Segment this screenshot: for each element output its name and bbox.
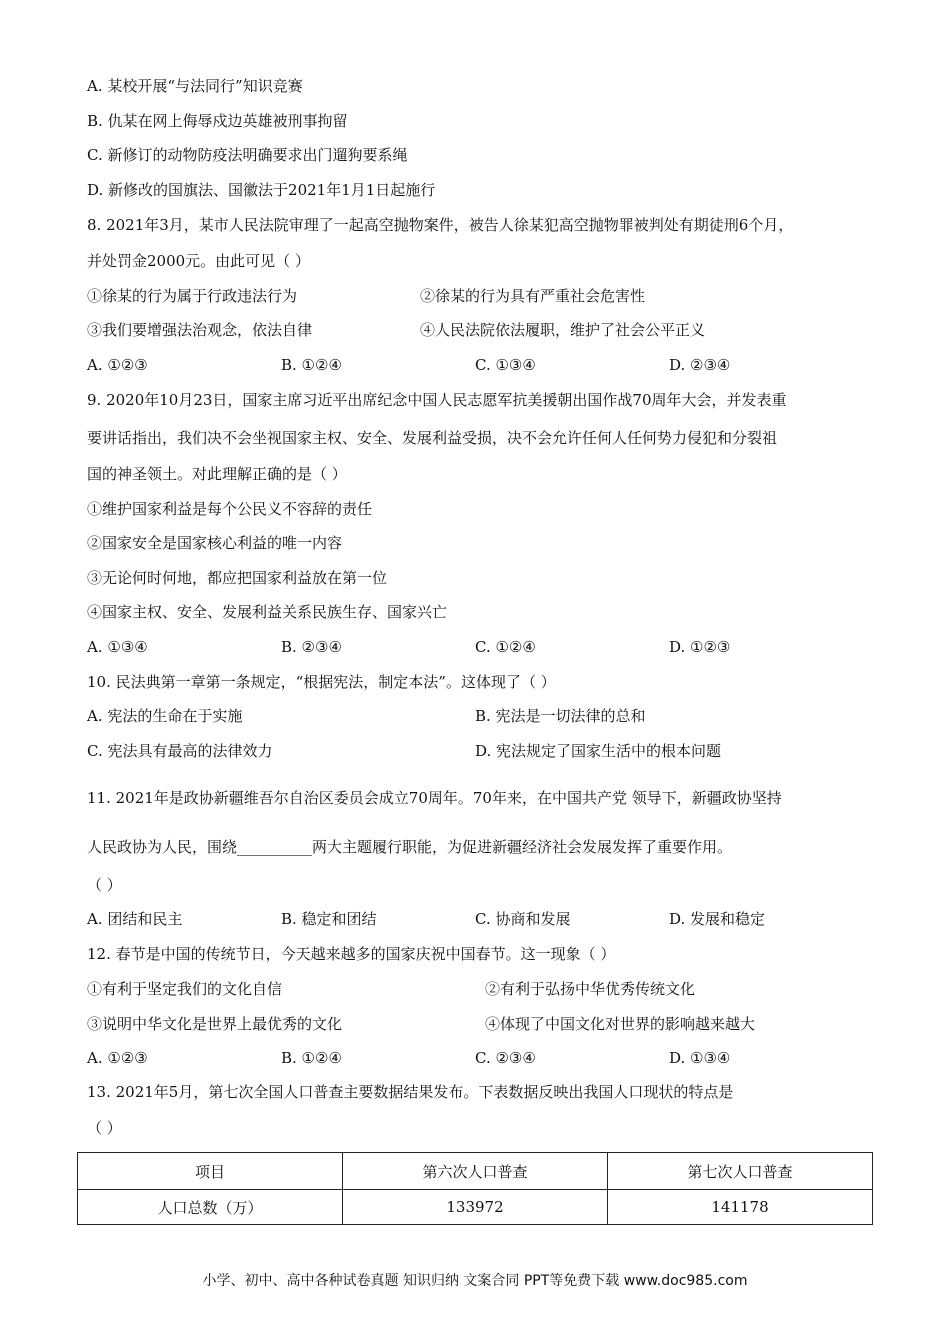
q9-statement-2: ②国家安全是国家核心利益的唯一内容	[87, 534, 343, 552]
table-header-row	[78, 1153, 873, 1190]
q9-option-d: D. ①②③	[669, 638, 731, 656]
q8-statement-3: ③我们要增强法治观念，依法自律	[87, 321, 313, 339]
table-cell: 133972	[343, 1190, 608, 1225]
q10-option-c: C. 宪法具有最高的法律效力	[87, 742, 273, 760]
q9-option-b: B. ②③④	[281, 638, 342, 656]
q9-option-c: C. ①②④	[475, 638, 536, 656]
q9-stem-line3: 国的神圣领土。对此理解正确的是（ ）	[87, 465, 347, 483]
q9-statement-1: ①维护国家利益是每个公民义不容辞的责任	[87, 500, 373, 518]
q11-option-d: D. 发展和稳定	[669, 910, 766, 928]
q9-stem-line2: 要讲话指出，我们决不会坐视国家主权、安全、发展利益受损，决不会允许任何人任何势力侵犯和分裂祖	[87, 429, 778, 447]
q12-statement-4: ④体现了中国文化对世界的影响越来越大	[485, 1015, 756, 1033]
q11-option-b: B. 稳定和团结	[281, 910, 377, 928]
q12-option-b: B. ①②④	[281, 1049, 342, 1067]
q9-statement-4: ④国家主权、安全、发展利益关系民族生存、国家兴亡	[87, 603, 448, 621]
q12-stem: 12. 春节是中国的传统节日，今天越来越多的国家庆祝中国春节。这一现象（ ）	[87, 945, 616, 963]
q12-statement-1: ①有利于坚定我们的文化自信	[87, 980, 283, 998]
q11-option-c: C. 协商和发展	[475, 910, 571, 928]
q9-statement-3: ③无论何时何地，都应把国家利益放在第一位	[87, 569, 388, 587]
table-header-cell: 第六次人口普查	[343, 1153, 608, 1190]
q8-option-a: A. ①②③	[87, 356, 148, 374]
q7-option-d: D. 新修改的国旗法、国徽法于2021年1月1日起施行	[87, 181, 436, 199]
q11-stem-line3: （ ）	[87, 876, 122, 894]
q8-option-c: C. ①③④	[475, 356, 536, 374]
q13-stem-line1: 13. 2021年5月，第七次全国人口普查主要数据结果发布。下表数据反映出我国人口现状的特点是	[87, 1083, 734, 1101]
page-footer: 小学、初中、高中各种试卷真题 知识归纳 文案合同 PPT等免费下载 www.doc985.com	[202, 1273, 748, 1289]
q8-stem-line1: 8. 2021年3月，某市人民法院审理了一起高空抛物案件，被告人徐某犯高空抛物罪被判处有期徒刑6个月，	[87, 216, 794, 234]
q9-stem-line1: 9. 2020年10月23日，国家主席习近平出席纪念中国人民志愿军抗美援朝出国作战70周年大会，并发表重	[87, 391, 787, 409]
q11-stem-line1: 11. 2021年是政协新疆维吾尔自治区委员会成立70周年。70年来，在中国共产党 领导下，新疆政协坚持	[87, 789, 782, 807]
q8-statement-2: ②徐某的行为具有严重社会危害性	[420, 287, 646, 305]
q7-option-a: A. 某校开展“与法同行”知识竞赛	[87, 77, 303, 95]
q12-statement-3: ③说明中华文化是世界上最优秀的文化	[87, 1015, 343, 1033]
q7-option-c: C. 新修订的动物防疫法明确要求出门遛狗要系绳	[87, 146, 408, 164]
q13-stem-line2: （ ）	[87, 1119, 122, 1137]
q7-option-b: B. 仇某在网上侮辱戍边英雄被刑事拘留	[87, 112, 348, 130]
q10-stem: 10. 民法典第一章第一条规定，“根据宪法，制定本法”。这体现了（ ）	[87, 673, 556, 691]
q12-statement-2: ②有利于弘扬中华优秀传统文化	[485, 980, 696, 998]
q8-option-d: D. ②③④	[669, 356, 731, 374]
q11-option-a: A. 团结和民主	[87, 910, 183, 928]
q10-option-b: B. 宪法是一切法律的总和	[475, 707, 646, 725]
q12-option-a: A. ①②③	[87, 1049, 148, 1067]
q10-option-d: D. 宪法规定了国家生活中的根本问题	[475, 742, 722, 760]
q12-option-d: D. ①③④	[669, 1049, 731, 1067]
table-row	[78, 1190, 873, 1225]
table-header-cell: 项目	[78, 1153, 343, 1190]
table-cell: 141178	[608, 1190, 873, 1225]
q8-statement-1: ①徐某的行为属于行政违法行为	[87, 287, 298, 305]
table-header-cell: 第七次人口普查	[608, 1153, 873, 1190]
q10-option-a: A. 宪法的生命在于实施	[87, 707, 243, 725]
q8-option-b: B. ①②④	[281, 356, 342, 374]
q12-option-c: C. ②③④	[475, 1049, 536, 1067]
table-cell: 人口总数（万）	[78, 1190, 343, 1225]
q8-statement-4: ④人民法院依法履职，维护了社会公平正义	[420, 321, 706, 339]
q8-stem-line2: 并处罚金2000元。由此可见（ ）	[87, 252, 310, 270]
q11-stem-line2: 人民政协为人民，围绕__________两大主题履行职能，为促进新疆经济社会发展发挥了重要作用。	[87, 838, 733, 856]
q9-option-a: A. ①③④	[87, 638, 148, 656]
census-table	[77, 1152, 873, 1225]
